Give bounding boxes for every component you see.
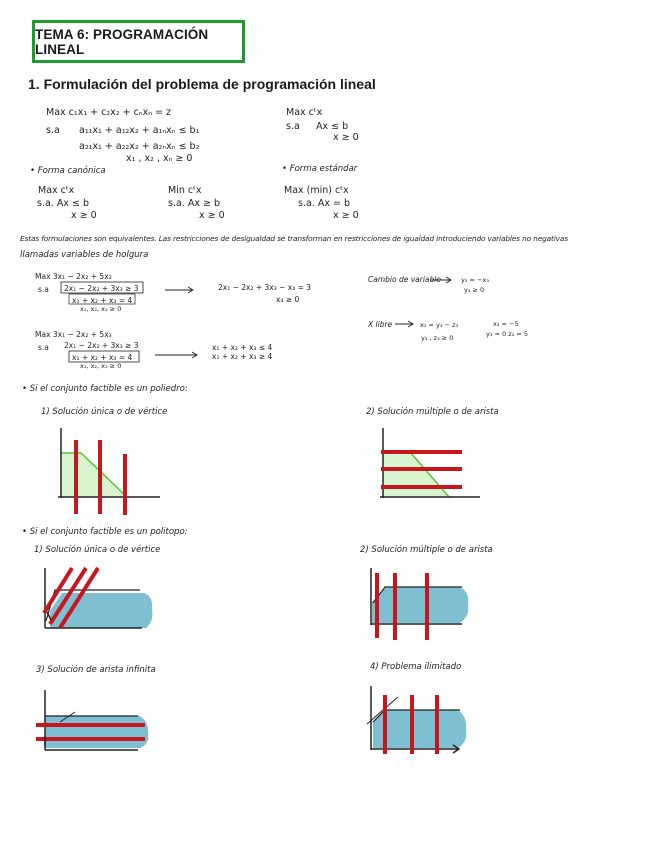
feasible-region bbox=[45, 716, 148, 748]
poliedro-c2: 2) Solución múltiple o de arista bbox=[366, 407, 499, 417]
cambio-e2: y₃ ≥ 0 bbox=[464, 286, 485, 294]
politopo-c4: 4) Problema ilimitado bbox=[370, 662, 462, 672]
politopo-heading: • Si el conjunto factible es un politopo: bbox=[22, 527, 188, 537]
ex2-eq-box bbox=[69, 351, 139, 362]
ex2-l4: x₁, x₂, x₃ ≥ 0 bbox=[80, 362, 122, 370]
canonica-max-l2: s.a. Ax ≤ b bbox=[37, 198, 89, 209]
ex2-l3: x₁ + x₂ + x₃ = 4 bbox=[72, 353, 133, 362]
graph-politopo-2 bbox=[371, 568, 468, 640]
estandar-l3: x ≥ 0 bbox=[333, 210, 359, 221]
ex2-r2: x₁ + x₂ + x₃ ≥ 4 bbox=[212, 352, 273, 361]
graph-poliedro-1 bbox=[58, 428, 160, 515]
ex1-eq-box bbox=[69, 294, 135, 304]
estandar-l2: s.a. Ax = b bbox=[298, 198, 350, 209]
cambio-e1: y₃ = −x₃ bbox=[461, 276, 489, 284]
matrix-line2: Ax ≤ b bbox=[316, 121, 349, 132]
ex2-sa: s.a bbox=[38, 343, 49, 352]
ex1-l1: Max 3x₁ − 2x₂ + 5x₃ bbox=[35, 272, 112, 281]
matrix-line1: Max cᵗx bbox=[286, 107, 323, 118]
canonica-max-l3: x ≥ 0 bbox=[71, 210, 97, 221]
graph-politopo-3 bbox=[36, 690, 148, 750]
poliedro-c1: 1) Solución única o de vértice bbox=[41, 407, 168, 417]
arrows bbox=[155, 277, 454, 358]
politopo-c1: 1) Solución única o de vértice bbox=[34, 545, 161, 555]
ex1-l2: 2x₁ − 2x₂ + 3x₃ ≥ 3 bbox=[64, 284, 139, 293]
ex1-l3: x₁ + x₂ + x₃ = 4 bbox=[72, 296, 133, 305]
canonica-min-l2: s.a. Ax ≥ b bbox=[168, 198, 220, 209]
forma-estandar-label: • Forma estándar bbox=[282, 164, 358, 174]
libre-label: X libre bbox=[368, 320, 393, 329]
general-sa: s.a bbox=[46, 125, 60, 136]
ex1-l4: x₁, x₂, x₃ ≥ 0 bbox=[80, 305, 122, 313]
libre-v1: x₃ = −5 bbox=[493, 320, 519, 328]
canonica-min-l3: x ≥ 0 bbox=[199, 210, 225, 221]
poliedro-heading: • Si el conjunto factible es un poliedro: bbox=[22, 384, 188, 394]
libre-v2: y₃ = 0 z₃ = 5 bbox=[486, 330, 528, 338]
general-line2: a₁₁x₁ + a₁₂x₂ + a₁ₙxₙ ≤ b₁ bbox=[79, 125, 200, 136]
general-line4: x₁ , x₂ , xₙ ≥ 0 bbox=[126, 153, 193, 164]
ex1-r2: x₄ ≥ 0 bbox=[276, 295, 300, 304]
ex1-r1: 2x₁ − 2x₂ + 3x₃ − x₄ = 3 bbox=[218, 283, 312, 292]
matrix-line3: x ≥ 0 bbox=[333, 132, 359, 143]
libre-e2: y₃ , z₃ ≥ 0 bbox=[421, 334, 454, 342]
page-title: TEMA 6: PROGRAMACIÓN LINEAL bbox=[35, 26, 209, 57]
graph-politopo-4 bbox=[367, 686, 466, 754]
forma-canonica-label: • Forma canónica bbox=[30, 166, 106, 176]
matrix-sa: s.a bbox=[286, 121, 300, 132]
ex2-l1: Max 3x₁ − 2x₂ + 5x₃ bbox=[35, 330, 112, 339]
general-line3: a₂₁x₁ + a₂₂x₂ + a₂ₙxₙ ≤ b₂ bbox=[79, 141, 200, 152]
ex2-l2: 2x₁ − 2x₂ + 3x₃ ≥ 3 bbox=[64, 341, 139, 350]
canonica-max-l1: Max cᵗx bbox=[38, 185, 75, 196]
cambio-label: Cambio de variable bbox=[368, 275, 441, 284]
note-line2: llamadas variables de holgura bbox=[20, 250, 149, 260]
ex1-constraint-box bbox=[61, 282, 143, 293]
politopo-c2: 2) Solución múltiple o de arista bbox=[360, 545, 493, 555]
feasible-region bbox=[372, 587, 468, 623]
graph-poliedro-2 bbox=[380, 428, 480, 498]
note-line1: Estas formulaciones son equivalentes. Las restricciones de desigualdad se transforman en restricciones de igualdad introduciendo variables no negativas bbox=[20, 234, 568, 243]
feasible-region bbox=[61, 453, 127, 497]
politopo-c3: 3) Solución de arista infinita bbox=[36, 665, 156, 675]
ex1-sa: s.a bbox=[38, 285, 49, 294]
graph-politopo-1 bbox=[44, 568, 152, 628]
ex2-r1: x₁ + x₂ + x₃ ≤ 4 bbox=[212, 343, 273, 352]
section-heading: 1. Formulación del problema de programación lineal bbox=[28, 76, 376, 92]
estandar-l1: Max (min) cᵗx bbox=[284, 185, 349, 196]
libre-e1: x₃ = y₃ − z₃ bbox=[420, 321, 459, 329]
general-line1: Max c₁x₁ + c₂x₂ + cₙxₙ = z bbox=[46, 107, 171, 118]
canonica-min-l1: Min cᵗx bbox=[168, 185, 202, 196]
